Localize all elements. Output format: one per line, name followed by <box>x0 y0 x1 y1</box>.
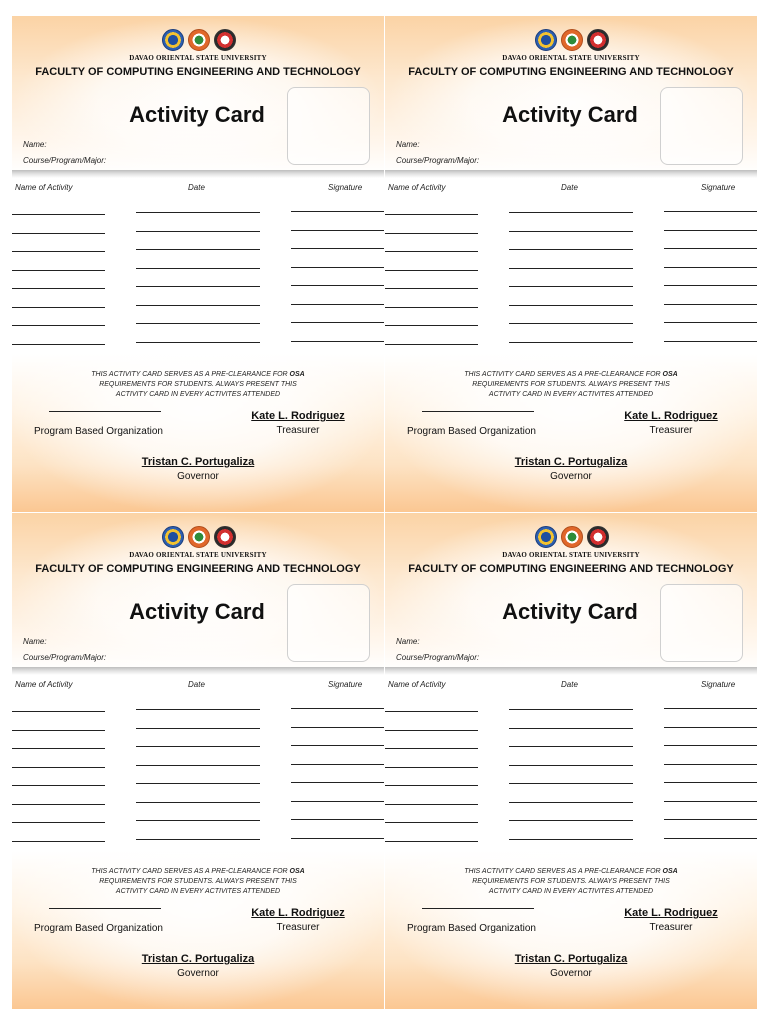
activity-blank-line <box>385 344 478 345</box>
signature-blank-line <box>664 801 757 802</box>
signature-blank-line <box>664 341 757 342</box>
treasurer-role: Treasurer <box>276 425 320 436</box>
signature-blank-line <box>664 285 757 286</box>
signature-blank-line <box>291 745 384 746</box>
name-label: Name: <box>23 637 47 646</box>
photo-placeholder <box>287 87 370 165</box>
activity-blank-line <box>385 270 478 271</box>
date-blank-line <box>136 728 260 729</box>
column-header-signature: Signature <box>328 680 363 689</box>
date-blank-line <box>509 820 633 821</box>
logo-group <box>162 29 238 51</box>
activity-blank-line <box>12 233 105 234</box>
activity-blank-line <box>12 841 105 842</box>
treasurer-name: Kate L. Rodriguez <box>624 410 718 422</box>
signature-blank-line <box>291 304 384 305</box>
faculty-name: FACULTY OF COMPUTING ENGINEERING AND TECHNOLOGY <box>408 66 734 78</box>
card-header <box>12 513 384 671</box>
date-blank-line <box>136 820 260 821</box>
date-blank-line <box>136 746 260 747</box>
signature-blank-line <box>291 727 384 728</box>
column-header-activity: Name of Activity <box>388 183 446 192</box>
photo-placeholder <box>287 584 370 662</box>
date-blank-line <box>509 212 633 213</box>
governor-role: Governor <box>177 471 219 482</box>
date-blank-line <box>509 342 633 343</box>
name-label: Name: <box>23 140 47 149</box>
signature-line <box>422 908 534 909</box>
activity-blank-line <box>385 804 478 805</box>
column-header-signature: Signature <box>328 183 363 192</box>
card-title: Activity Card <box>129 102 265 127</box>
treasurer-name: Kate L. Rodriguez <box>624 907 718 919</box>
notice-text: THIS ACTIVITY CARD SERVES AS A PRE-CLEARANCE FOR OSA REQUIREMENTS FOR STUDENTS. ALWAYS PRESENT THIS ACTIVITY CARD IN EVERY ACTIVITES ATTENDED <box>464 371 678 398</box>
treasurer-name: Kate L. Rodriguez <box>251 410 345 422</box>
activity-blank-line <box>385 748 478 749</box>
date-blank-line <box>136 231 260 232</box>
activity-blank-line <box>12 822 105 823</box>
course-label: Course/Program/Major: <box>396 653 480 662</box>
signature-blank-line <box>291 838 384 839</box>
organization-seal-icon <box>214 29 236 51</box>
signature-blank-line <box>291 230 384 231</box>
signature-blank-line <box>291 819 384 820</box>
card-footer <box>12 354 384 512</box>
university-seal-icon <box>535 29 557 51</box>
date-blank-line <box>509 839 633 840</box>
organization-seal-icon <box>587 29 609 51</box>
university-name: DAVAO ORIENTAL STATE UNIVERSITY <box>129 551 267 559</box>
date-blank-line <box>136 305 260 306</box>
photo-placeholder <box>660 87 743 165</box>
activity-card <box>12 513 384 1009</box>
date-blank-line <box>136 765 260 766</box>
column-header-date: Date <box>561 680 578 689</box>
faculty-seal-icon <box>188 29 210 51</box>
organization-label: Program Based Organization <box>34 426 163 437</box>
activity-blank-line <box>385 251 478 252</box>
activity-blank-line <box>385 288 478 289</box>
signature-blank-line <box>664 322 757 323</box>
activity-blank-line <box>385 214 478 215</box>
activity-blank-line <box>12 325 105 326</box>
governor-role: Governor <box>550 968 592 979</box>
date-blank-line <box>136 342 260 343</box>
faculty-seal-icon <box>561 29 583 51</box>
activity-blank-line <box>385 730 478 731</box>
activity-card <box>385 16 757 512</box>
signature-blank-line <box>291 782 384 783</box>
treasurer-role: Treasurer <box>649 425 693 436</box>
signature-blank-line <box>664 267 757 268</box>
date-blank-line <box>509 765 633 766</box>
activity-blank-line <box>12 730 105 731</box>
card-footer <box>385 851 757 1009</box>
notice-text: THIS ACTIVITY CARD SERVES AS A PRE-CLEARANCE FOR OSA REQUIREMENTS FOR STUDENTS. ALWAYS PRESENT THIS ACTIVITY CARD IN EVERY ACTIVITES ATTENDED <box>464 868 678 895</box>
treasurer-role: Treasurer <box>276 922 320 933</box>
activity-blank-line <box>12 767 105 768</box>
treasurer-name: Kate L. Rodriguez <box>251 907 345 919</box>
column-header-signature: Signature <box>701 183 736 192</box>
date-blank-line <box>509 286 633 287</box>
governor-role: Governor <box>177 968 219 979</box>
activity-card-sheet <box>12 16 757 1010</box>
university-seal-icon <box>535 526 557 548</box>
governor-role: Governor <box>550 471 592 482</box>
governor-name: Tristan C. Portugaliza <box>514 953 628 965</box>
signature-blank-line <box>291 267 384 268</box>
column-header-activity: Name of Activity <box>388 680 446 689</box>
activity-card <box>385 513 757 1009</box>
date-blank-line <box>509 783 633 784</box>
card-header <box>385 16 757 174</box>
activity-blank-line <box>385 785 478 786</box>
signature-blank-line <box>664 745 757 746</box>
photo-placeholder <box>660 584 743 662</box>
signature-line <box>49 411 161 412</box>
date-blank-line <box>136 268 260 269</box>
activity-card <box>12 16 384 512</box>
signature-blank-line <box>291 248 384 249</box>
signature-blank-line <box>664 230 757 231</box>
notice-text: THIS ACTIVITY CARD SERVES AS A PRE-CLEARANCE FOR OSA REQUIREMENTS FOR STUDENTS. ALWAYS PRESENT THIS ACTIVITY CARD IN EVERY ACTIVITES ATTENDED <box>91 868 305 895</box>
signature-blank-line <box>291 211 384 212</box>
name-label: Name: <box>396 140 420 149</box>
university-seal-icon <box>162 526 184 548</box>
signature-line <box>422 411 534 412</box>
organization-seal-icon <box>214 526 236 548</box>
university-seal-icon <box>162 29 184 51</box>
treasurer-role: Treasurer <box>649 922 693 933</box>
column-header-date: Date <box>561 183 578 192</box>
signature-line <box>49 908 161 909</box>
column-header-activity: Name of Activity <box>15 680 73 689</box>
name-label: Name: <box>396 637 420 646</box>
signature-blank-line <box>291 708 384 709</box>
column-header-date: Date <box>188 680 205 689</box>
header-divider <box>385 667 757 675</box>
signature-blank-line <box>664 708 757 709</box>
activity-blank-line <box>12 251 105 252</box>
header-divider <box>12 667 384 675</box>
date-blank-line <box>509 728 633 729</box>
card-header <box>12 16 384 174</box>
organization-label: Program Based Organization <box>34 923 163 934</box>
signature-blank-line <box>664 248 757 249</box>
faculty-seal-icon <box>561 526 583 548</box>
signature-blank-line <box>664 819 757 820</box>
logo-group <box>535 29 611 51</box>
university-name: DAVAO ORIENTAL STATE UNIVERSITY <box>502 54 640 62</box>
card-header <box>385 513 757 671</box>
faculty-seal-icon <box>188 526 210 548</box>
header-divider <box>12 170 384 178</box>
logo-group <box>535 526 611 548</box>
date-blank-line <box>136 839 260 840</box>
activity-blank-line <box>385 822 478 823</box>
column-header-activity: Name of Activity <box>15 183 73 192</box>
logo-group <box>162 526 238 548</box>
activity-blank-line <box>12 804 105 805</box>
course-label: Course/Program/Major: <box>23 653 107 662</box>
date-blank-line <box>136 323 260 324</box>
date-blank-line <box>136 286 260 287</box>
signature-blank-line <box>664 727 757 728</box>
university-name: DAVAO ORIENTAL STATE UNIVERSITY <box>502 551 640 559</box>
governor-name: Tristan C. Portugaliza <box>141 456 255 468</box>
date-blank-line <box>509 268 633 269</box>
signature-blank-line <box>291 801 384 802</box>
column-header-date: Date <box>188 183 205 192</box>
activity-blank-line <box>12 214 105 215</box>
date-blank-line <box>509 802 633 803</box>
card-footer <box>385 354 757 512</box>
date-blank-line <box>136 709 260 710</box>
faculty-name: FACULTY OF COMPUTING ENGINEERING AND TECHNOLOGY <box>35 66 361 78</box>
activity-blank-line <box>12 748 105 749</box>
activity-blank-line <box>385 711 478 712</box>
faculty-name: FACULTY OF COMPUTING ENGINEERING AND TECHNOLOGY <box>408 563 734 575</box>
card-title: Activity Card <box>502 599 638 624</box>
signature-blank-line <box>291 764 384 765</box>
activity-blank-line <box>12 711 105 712</box>
date-blank-line <box>509 305 633 306</box>
card-footer <box>12 851 384 1009</box>
governor-name: Tristan C. Portugaliza <box>514 456 628 468</box>
notice-text: THIS ACTIVITY CARD SERVES AS A PRE-CLEARANCE FOR OSA REQUIREMENTS FOR STUDENTS. ALWAYS PRESENT THIS ACTIVITY CARD IN EVERY ACTIVITES ATTENDED <box>91 371 305 398</box>
date-blank-line <box>509 323 633 324</box>
card-title: Activity Card <box>502 102 638 127</box>
course-label: Course/Program/Major: <box>396 156 480 165</box>
date-blank-line <box>509 231 633 232</box>
university-name: DAVAO ORIENTAL STATE UNIVERSITY <box>129 54 267 62</box>
date-blank-line <box>136 212 260 213</box>
course-label: Course/Program/Major: <box>23 156 107 165</box>
signature-blank-line <box>664 764 757 765</box>
date-blank-line <box>136 783 260 784</box>
date-blank-line <box>136 249 260 250</box>
signature-blank-line <box>664 304 757 305</box>
card-title: Activity Card <box>129 599 265 624</box>
signature-blank-line <box>291 285 384 286</box>
activity-blank-line <box>12 307 105 308</box>
activity-blank-line <box>12 288 105 289</box>
activity-blank-line <box>385 233 478 234</box>
signature-blank-line <box>291 322 384 323</box>
header-divider <box>385 170 757 178</box>
activity-blank-line <box>12 785 105 786</box>
faculty-name: FACULTY OF COMPUTING ENGINEERING AND TECHNOLOGY <box>35 563 361 575</box>
activity-blank-line <box>385 767 478 768</box>
organization-seal-icon <box>587 526 609 548</box>
column-header-signature: Signature <box>701 680 736 689</box>
activity-blank-line <box>385 325 478 326</box>
activity-blank-line <box>12 344 105 345</box>
activity-blank-line <box>12 270 105 271</box>
date-blank-line <box>509 709 633 710</box>
signature-blank-line <box>664 782 757 783</box>
date-blank-line <box>136 802 260 803</box>
organization-label: Program Based Organization <box>407 426 536 437</box>
activity-blank-line <box>385 307 478 308</box>
signature-blank-line <box>664 838 757 839</box>
date-blank-line <box>509 249 633 250</box>
date-blank-line <box>509 746 633 747</box>
organization-label: Program Based Organization <box>407 923 536 934</box>
signature-blank-line <box>664 211 757 212</box>
activity-blank-line <box>385 841 478 842</box>
governor-name: Tristan C. Portugaliza <box>141 953 255 965</box>
signature-blank-line <box>291 341 384 342</box>
